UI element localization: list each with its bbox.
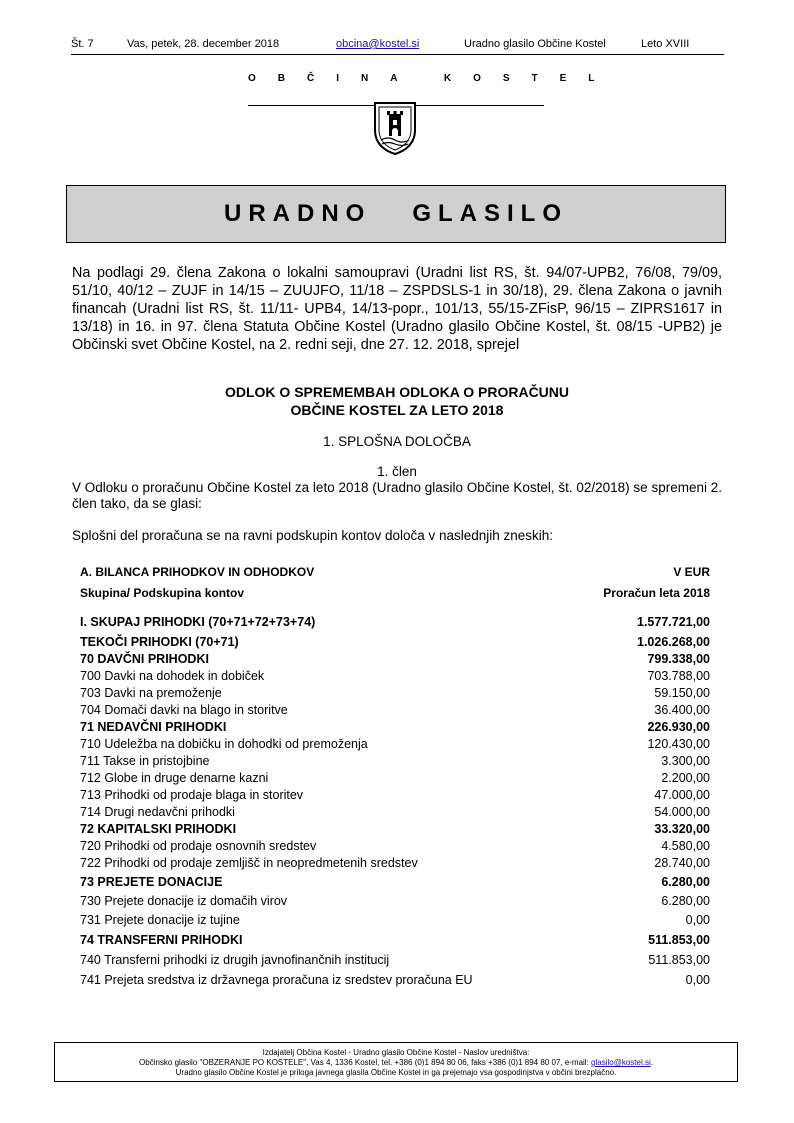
footer-line-1: Izdajatelj Občina Kostel - Uradno glasilo Občine Kostel - Naslov uredništva:	[262, 1048, 530, 1057]
row-label: 741 Prejeta sredstva iz državnega proračuna iz sredstev proračuna EU	[80, 973, 473, 987]
article-heading: 1. člen	[377, 464, 417, 479]
coat-of-arms-icon	[372, 100, 418, 156]
table-row	[80, 932, 710, 949]
ordinance-title-line-1: ODLOK O SPREMEMBAH ODLOKA O PRORAČUNU	[224, 384, 570, 400]
row-label: TEKOČI PRIHODKI (70+71)	[80, 635, 239, 649]
table-row	[80, 787, 710, 804]
footer-line-2: Občinsko glasilo "OBZERANJE PO KOSTELE", Vas 4, 1336 Kostel, tel. +386 (0)1 894 80 06, faks +386 (0)1 894 80 07, e-mail: glasilo@kostel.si.	[139, 1058, 653, 1067]
footer-line-2-text: Občinsko glasilo "OBZERANJE PO KOSTELE", Vas 4, 1336 Kostel, tel. +386 (0)1 894 80 06, faks +386 (0)1 894 80 07, e-mail:	[139, 1058, 589, 1067]
row-value: 4.580,00	[661, 839, 710, 853]
row-label: 712 Globe in druge denarne kazni	[80, 771, 269, 785]
table-row	[80, 821, 710, 838]
gazette-name: Uradno glasilo Občine Kostel	[464, 38, 606, 50]
row-label: 711 Takse in pristojbine	[80, 754, 210, 768]
table-heading-row	[80, 564, 710, 581]
row-value: 47.000,00	[654, 788, 710, 802]
footer-email-link[interactable]: glasilo@kostel.si	[591, 1058, 651, 1067]
table-row	[80, 838, 710, 855]
row-label: 731 Prejete donacije iz tujine	[80, 913, 240, 927]
table-row	[80, 685, 710, 702]
table-row	[80, 736, 710, 753]
table-row	[80, 753, 710, 770]
row-value: 1.577.721,00	[637, 615, 710, 629]
row-value: 6.280,00	[661, 894, 710, 908]
table-row	[80, 972, 710, 989]
table-row	[80, 702, 710, 719]
row-label: 72 KAPITALSKI PRIHODKI	[80, 822, 237, 836]
table-row	[80, 651, 710, 668]
article-text: V Odloku o proračunu Občine Kostel za leto 2018 (Uradno glasilo Občine Kostel, št. 02/2018) se spremeni 2. člen tako, da se glasi:	[72, 480, 722, 511]
table-row	[80, 912, 710, 929]
currency-unit: V EUR	[673, 565, 710, 579]
budget-table	[80, 614, 710, 989]
row-value: 36.400,00	[654, 703, 710, 717]
row-value: 3.300,00	[661, 754, 710, 768]
column-header-budget: Proračun leta 2018	[603, 586, 710, 600]
table-heading: A. BILANCA PRIHODKOV IN ODHODKOV	[80, 565, 315, 579]
row-value: 0,00	[685, 973, 710, 987]
row-value: 54.000,00	[654, 805, 710, 819]
issue-number: Št. 7	[71, 38, 94, 50]
table-row	[80, 634, 710, 651]
table-row	[80, 952, 710, 969]
row-value: 59.150,00	[654, 686, 710, 700]
row-value: 1.026.268,00	[637, 635, 710, 649]
row-label: 71 NEDAVČNI PRIHODKI	[80, 720, 227, 734]
header-email-link[interactable]: obcina@kostel.si	[336, 38, 420, 50]
place-date: Vas, petek, 28. december 2018	[127, 38, 280, 50]
table-row	[80, 874, 710, 891]
row-value: 120.430,00	[647, 737, 710, 751]
row-label: 722 Prihodki od prodaje zemljišč in neopredmetenih sredstev	[80, 856, 418, 870]
table-row	[80, 893, 710, 910]
row-label: 740 Transferni prihodki iz drugih javnofinančnih institucij	[80, 953, 390, 967]
row-value: 511.853,00	[648, 933, 710, 947]
row-value: 2.200,00	[661, 771, 710, 785]
row-label: 713 Prihodki od prodaje blaga in storitev	[80, 788, 304, 802]
row-value: 28.740,00	[654, 856, 710, 870]
ordinance-title-line-2: OBČINE KOSTEL ZA LETO 2018	[290, 402, 504, 418]
row-value: 0,00	[685, 913, 710, 927]
table-row	[80, 614, 710, 631]
municipality-name: OBČINA KOSTEL	[248, 73, 617, 84]
table-row	[80, 804, 710, 821]
budget-table-header	[80, 564, 710, 602]
row-label: 720 Prihodki od prodaje osnovnih sredstev	[80, 839, 317, 853]
row-label: 730 Prejete donacije iz domačih virov	[80, 894, 288, 908]
row-label: 704 Domači davki na blago in storitve	[80, 703, 288, 717]
row-value: 226.930,00	[647, 720, 710, 734]
row-label: 714 Drugi nedavčni prihodki	[80, 805, 235, 819]
row-value: 799.338,00	[647, 652, 710, 666]
legal-basis-paragraph: Na podlagi 29. člena Zakona o lokalni samoupravi (Uradni list RS, št. 94/07-UPB2, 76/08, 79/09, 51/10, 40/12 – ZUJF in 14/15 – ZUUJFO, 11/18 – ZSPDSLS-1 in 30/18), 29. člena Zakona o javnih financah (Uradni list RS, št. 11/11- UPB4, 14/13-popr., 101/13, 55/15-ZFisP, 96/15 – ZIPRS1617 in 13/18) in 16. in 97. člena Statuta Občine Kostel (Uradno glasilo Občine Kostel, št. 08/15 -UPB2) je Občinski svet Občine Kostel, na 2. redni seji, dne 27. 12. 2018, sprejel	[72, 265, 722, 353]
row-label: 710 Udeležba na dobičku in dohodki od premoženja	[80, 737, 368, 751]
table-row	[80, 719, 710, 736]
row-value: 6.280,00	[661, 875, 710, 889]
row-label: 74 TRANSFERNI PRIHODKI	[80, 933, 243, 947]
row-value: 33.320,00	[654, 822, 710, 836]
row-label: 73 PREJETE DONACIJE	[80, 875, 223, 889]
row-label: I. SKUPAJ PRIHODKI (70+71+72+73+74)	[80, 615, 316, 629]
row-value: 511.853,00	[648, 953, 710, 967]
table-column-row	[80, 585, 710, 602]
row-label: 703 Davki na premoženje	[80, 686, 222, 700]
row-label: 70 DAVČNI PRIHODKI	[80, 652, 209, 666]
row-label: 700 Davki na dohodek in dobiček	[80, 669, 265, 683]
footer-box	[54, 1042, 738, 1082]
section-heading: 1. SPLOŠNA DOLOČBA	[323, 434, 471, 449]
table-row	[80, 668, 710, 685]
gazette-title-banner	[66, 185, 726, 243]
year-volume: Leto XVIII	[641, 38, 690, 50]
table-row	[80, 855, 710, 872]
gazette-title: URADNO GLASILO	[224, 200, 568, 227]
footer-line-3: Uradno glasilo Občine Kostel je priloga javnega glasila Občine Kostel in ga prejemajo vsa gospodinjstva v občini brezplačno.	[175, 1068, 617, 1077]
row-value: 703.788,00	[647, 669, 710, 683]
column-header-group: Skupina/ Podskupina kontov	[80, 586, 245, 600]
table-row	[80, 770, 710, 787]
article-text-2: Splošni del proračuna se na ravni podskupin kontov določa v naslednjih zneskih:	[72, 528, 554, 543]
running-header	[71, 38, 724, 55]
ordinance-title	[72, 383, 722, 419]
